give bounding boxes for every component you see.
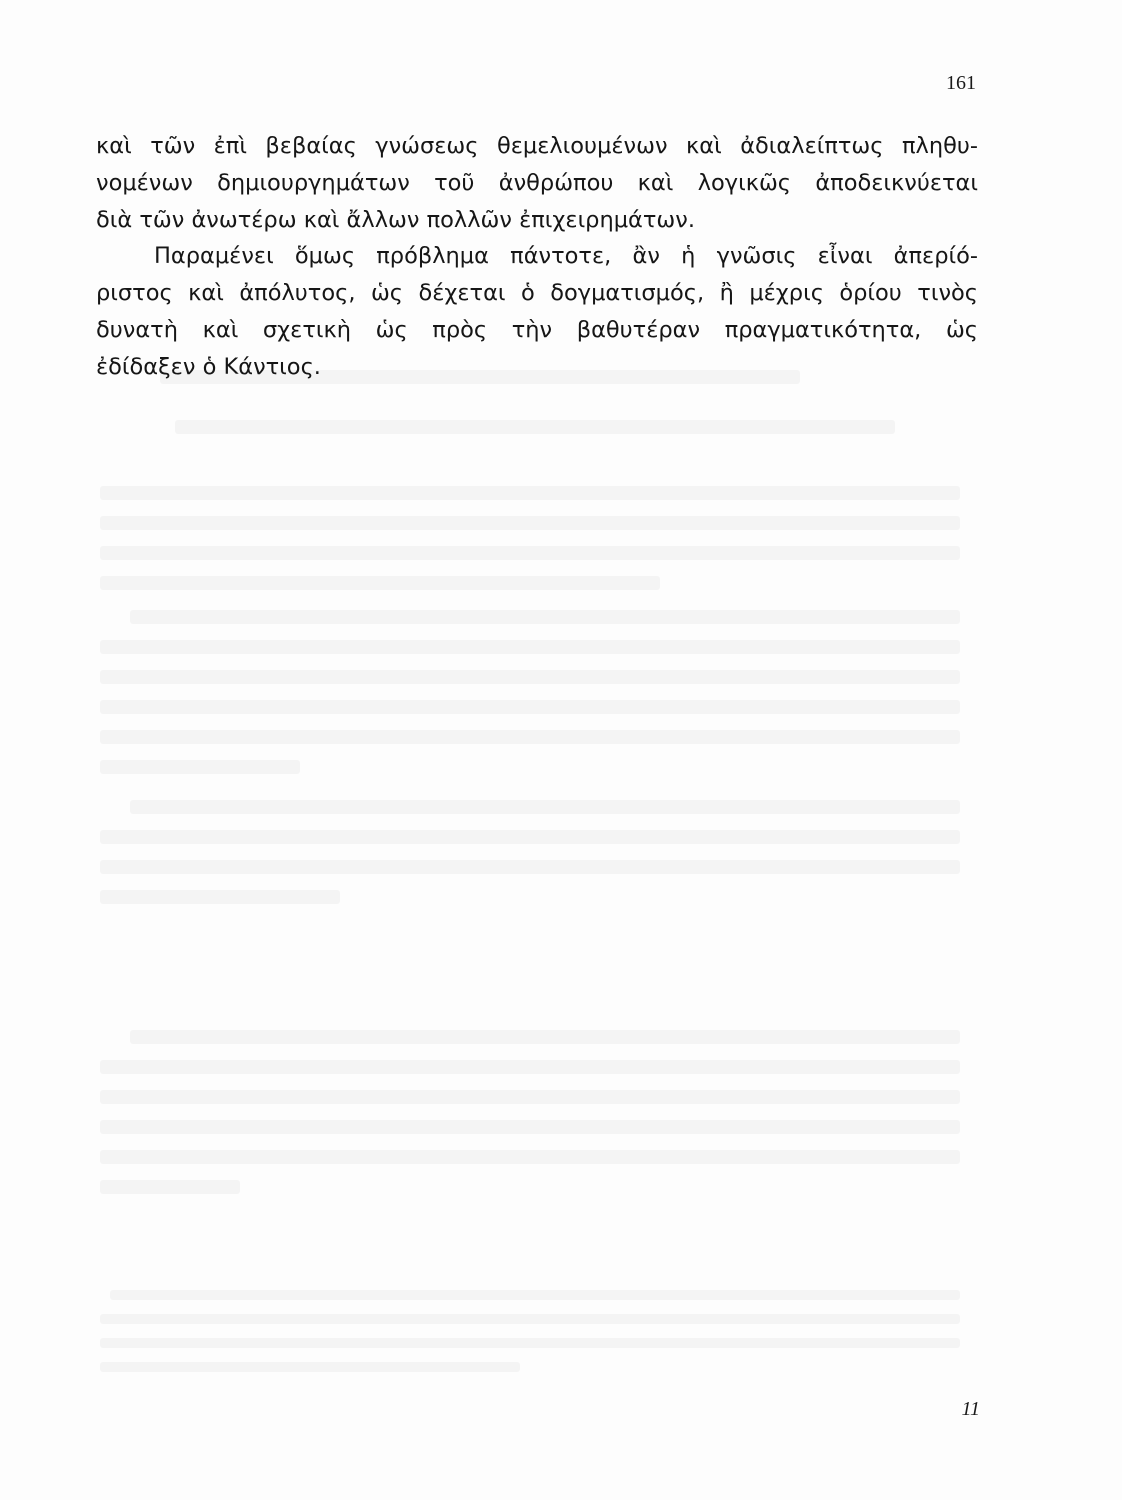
show-through-mark — [110, 1290, 960, 1300]
show-through-mark — [100, 486, 960, 500]
paragraph-1 — [96, 128, 978, 238]
paragraph-2 — [96, 238, 978, 385]
show-through-mark — [100, 830, 960, 844]
show-through-mark — [130, 1030, 960, 1044]
text-line: δυνατὴ καὶ σχετικὴ ὡς πρὸς τὴν βαθυτέραν πραγματικότητα, ὡς — [96, 316, 978, 343]
show-through-mark — [130, 610, 960, 624]
show-through-mark — [100, 1338, 960, 1348]
show-through-mark — [100, 1362, 520, 1372]
show-through-mark — [100, 546, 960, 560]
show-through-mark — [175, 420, 895, 434]
show-through-mark — [100, 860, 960, 874]
show-through-mark — [100, 890, 340, 904]
show-through-mark — [100, 730, 960, 744]
show-through-mark — [130, 800, 960, 814]
text-line: διὰ τῶν ἀνωτέρω καὶ ἄλλων πολλῶν ἐπιχειρημάτων. — [96, 206, 695, 233]
show-through-mark — [100, 516, 960, 530]
show-through-mark — [100, 1120, 960, 1134]
text-line: νομένων δημιουργημάτων τοῦ ἀνθρώπου καὶ λογικῶς ἀποδεικνύεται — [96, 169, 978, 196]
show-through-mark — [100, 640, 960, 654]
text-line: ἐδίδαξεν ὁ Κάντιος. — [96, 353, 321, 380]
show-through-mark — [100, 700, 960, 714]
page-number: 161 — [946, 72, 976, 94]
body-text — [96, 128, 978, 386]
show-through-mark — [100, 1060, 960, 1074]
text-line: Παραμένει ὅμως πρόβλημα πάντοτε, ἂν ἡ γνῶσις εἶναι ἀπερίό- — [154, 243, 978, 270]
show-through-mark — [100, 760, 300, 774]
show-through-mark — [100, 576, 660, 590]
show-through-mark — [100, 670, 960, 684]
text-line: καὶ τῶν ἐπὶ βεβαίας γνώσεως θεμελιουμένων καὶ ἀδιαλείπτως πληθυ- — [96, 133, 978, 159]
show-through-mark — [100, 1314, 960, 1324]
show-through-mark — [100, 1090, 960, 1104]
show-through-mark — [100, 1150, 960, 1164]
show-through-mark — [100, 1180, 240, 1194]
text-line: ριστος καὶ ἀπόλυτος, ὡς δέχεται ὁ δογματισμός, ἢ μέχρις ὁρίου τινὸς — [96, 280, 978, 307]
printer-signature-mark: 11 — [961, 1398, 980, 1420]
